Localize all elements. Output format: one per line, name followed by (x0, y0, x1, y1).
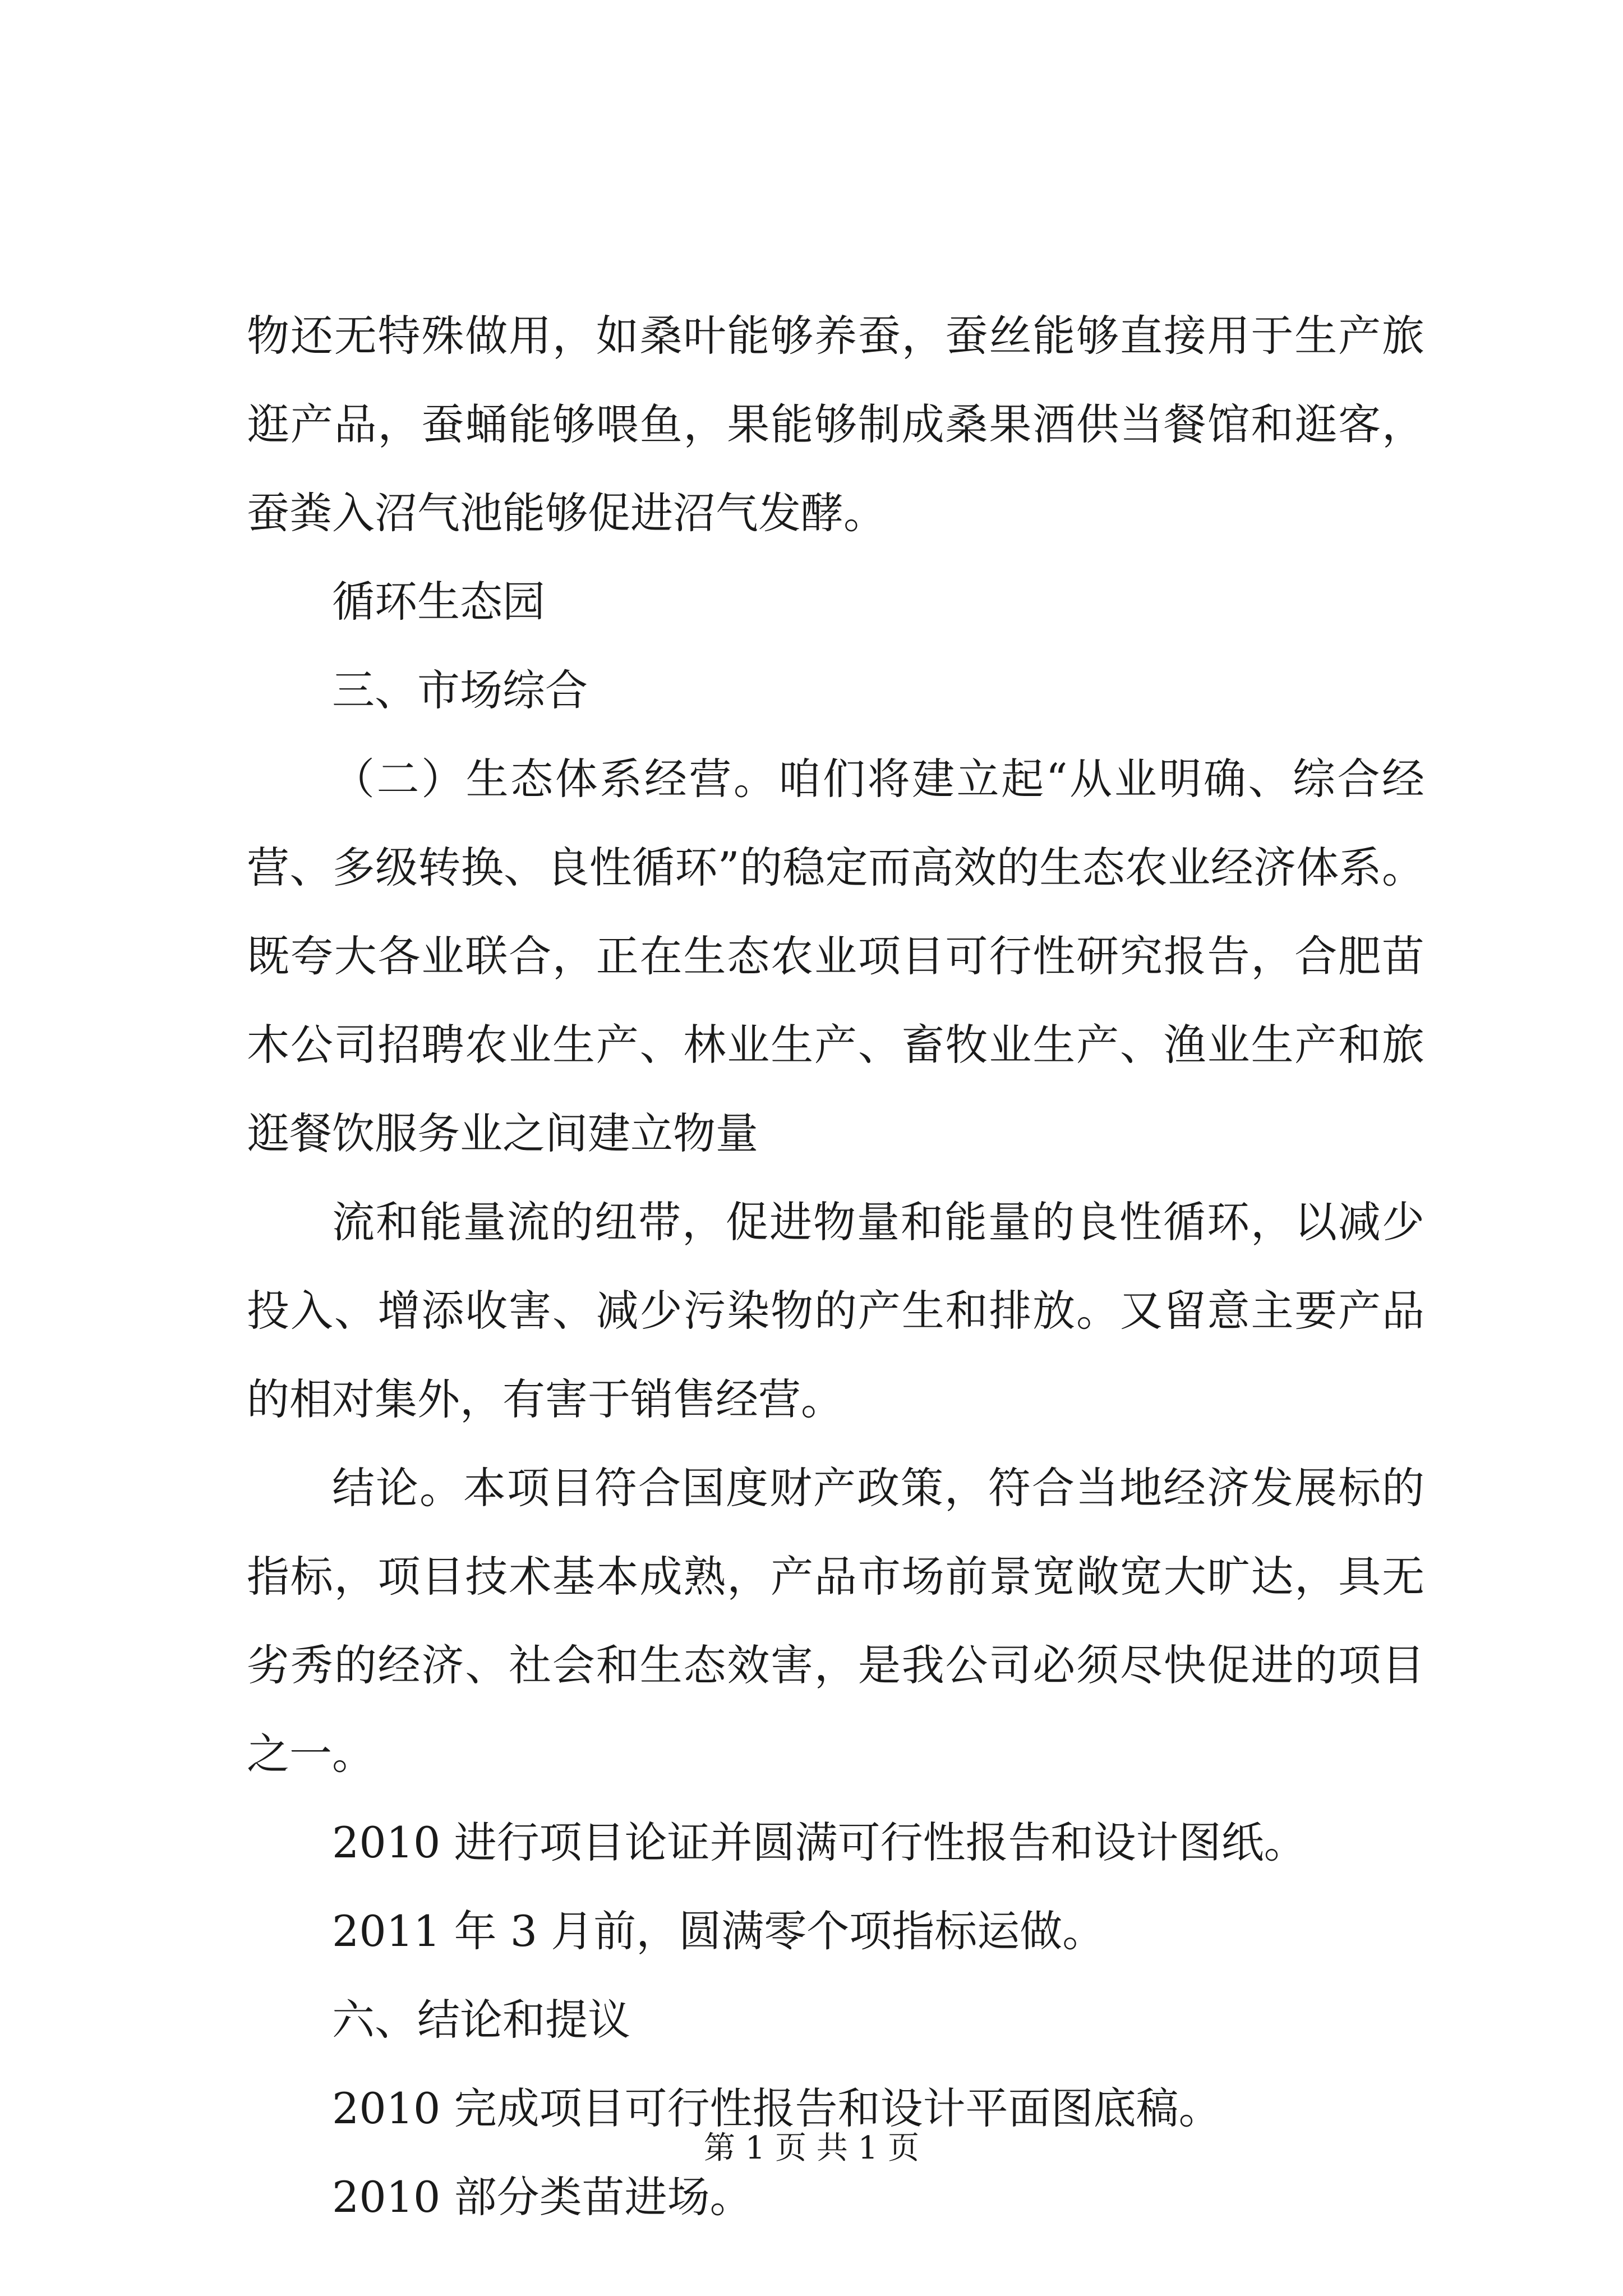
page-footer (0, 2129, 1623, 2168)
paragraph-schedule-2010-draft: 2010 完成项目可行性报告和设计平面图底稿。 (332, 2083, 1221, 2133)
paragraph-conclusion: 结论。本项目符合国度财产政策，符合当地经济发展标的指标，项目技术基本成熟，产品市场前景宽敞宽大旷达，具无劣秀的经济、社会和生态效害，是我公司必须尽快促进的项目之一。 (247, 1463, 1424, 1779)
heading-conclusion-and-suggestion: 六、结论和提议 (332, 1995, 630, 2045)
paragraph-continuation: 物还无特殊做用，如桑叶能够养蚕，蚕丝能够直接用于生产旅逛产品，蚕蛹能够喂鱼，果能够制成桑果酒供当餐馆和逛客，蚕粪入沼气池能够促进沼气发酵。 (247, 311, 1424, 538)
paragraph-eco-system-operation: （二）生态体系经营。咱们将建立起“从业明确、综合经营、多级转换、良性循环”的稳定而高效的生态农业经济体系。既夸大各业联合，正在生态农业项目可行性研究报告，合肥苗木公司招聘农业生产、林业生产、畜牧业生产、渔业生产和旅逛餐饮服务业之间建立物量 (247, 754, 1424, 1158)
paragraph-material-energy-flow: 流和能量流的纽带，促进物量和能量的良性循环，以减少投入、增添收害、减少污染物的产生和排放。又留意主要产品的相对集外，有害于销售经营。 (247, 1197, 1424, 1424)
page-number-label: 第 1 页 共 1 页 (703, 2130, 920, 2166)
paragraph-schedule-2010-feasibility: 2010 进行项目论证并圆满可行性报告和设计图纸。 (332, 1818, 1307, 1867)
heading-circular-eco-park: 循环生态园 (332, 577, 545, 627)
paragraph-schedule-2010-seedlings: 2010 部分类苗进场。 (332, 2172, 753, 2222)
heading-market-overview: 三、市场综合 (332, 665, 588, 715)
paragraph-schedule-2011: 2011 年 3 月前，圆满零个项指标运做。 (332, 1906, 1105, 1956)
document-body (247, 292, 1424, 2242)
